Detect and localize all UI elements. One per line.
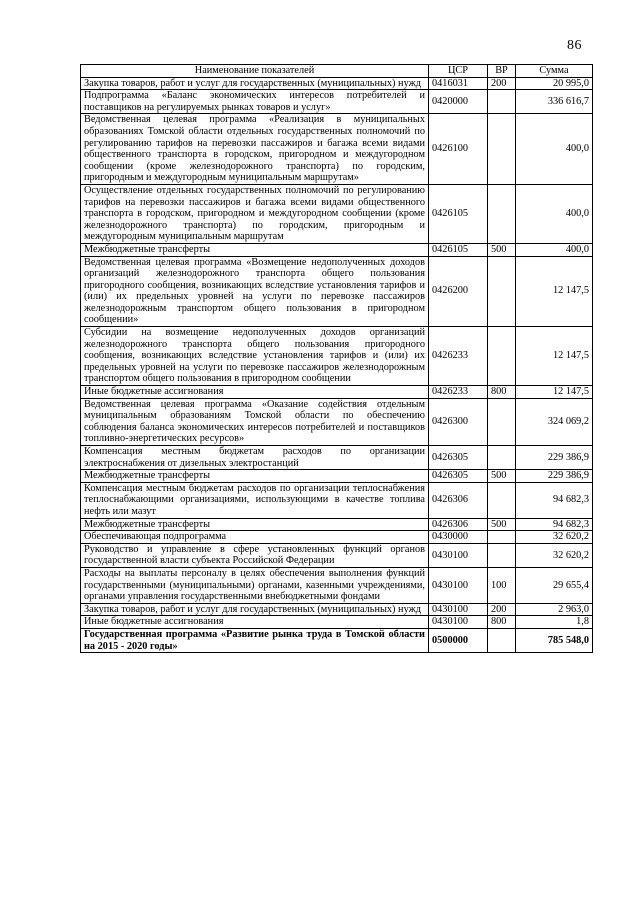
row-name-cell: Закупка товаров, работ и услуг для государственных (муниципальных) нужд (81, 603, 429, 616)
row-csr-cell: 0430100 (429, 616, 488, 629)
row-csr-cell: 0426233 (429, 386, 488, 399)
page-number: 86 (567, 38, 582, 53)
row-vr-cell (488, 446, 516, 470)
row-vr-cell (488, 256, 516, 327)
row-sum-cell: 229 386,9 (516, 470, 593, 483)
row-name-cell: Компенсация местным бюджетам расходов по организации теплоснабжения теплоснабжающими организациями, использующими в качестве топлива нефть или мазут (81, 482, 429, 518)
row-name-cell: Ведомственная целевая программа «Реализация в муниципальных образованиях Томской области отдельных государственных полномочий по регулированию тарифов на перевозки пассажиров и багажа всеми видами общественного транспорта в городском, пригородном и междугородном сообщении (кроме железнодорожного транспорта) по городским, пригородным и междугородным муниципальным маршрутам» (81, 114, 429, 185)
row-name-cell: Закупка товаров, работ и услуг для государственных (муниципальных) нужд (81, 77, 429, 90)
row-csr-cell: 0416031 (429, 77, 488, 90)
row-sum-cell: 229 386,9 (516, 446, 593, 470)
row-csr-cell: 0430100 (429, 567, 488, 603)
row-sum-cell: 94 682,3 (516, 482, 593, 518)
row-csr-cell: 0426306 (429, 518, 488, 531)
row-sum-cell: 32 620,2 (516, 543, 593, 567)
row-sum-cell: 20 995,0 (516, 77, 593, 90)
row-csr-cell: 0426233 (429, 327, 488, 386)
row-name-cell: Обеспечивающая подпрограмма (81, 531, 429, 544)
row-csr-cell: 0426105 (429, 184, 488, 243)
row-sum-cell: 12 147,5 (516, 386, 593, 399)
table-row (81, 628, 593, 652)
row-sum-cell: 400,0 (516, 184, 593, 243)
row-name-cell: Государственная программа «Развитие рынка труда в Томской области на 2015 - 2020 годы» (81, 628, 429, 652)
row-sum-cell: 400,0 (516, 114, 593, 185)
row-csr-cell: 0426306 (429, 482, 488, 518)
row-sum-cell: 785 548,0 (516, 628, 593, 652)
row-vr-cell (488, 398, 516, 445)
row-name-cell: Руководство и управление в сфере установленных функций органов государственной власти субъекта Российской Федерации (81, 543, 429, 567)
row-name-cell: Подпрограмма «Баланс экономических интересов потребителей и поставщиков на регулируемых рынках товаров и услуг» (81, 90, 429, 114)
row-name-cell: Компенсация местным бюджетам расходов по организации электроснабжения от дизельных электростанций (81, 446, 429, 470)
row-csr-cell: 0426100 (429, 114, 488, 185)
row-sum-cell: 400,0 (516, 243, 593, 256)
table-row (81, 398, 593, 445)
row-csr-cell: 0500000 (429, 628, 488, 652)
row-vr-cell (488, 184, 516, 243)
table-row (81, 446, 593, 470)
row-sum-cell: 336 616,7 (516, 90, 593, 114)
row-vr-cell (488, 482, 516, 518)
row-sum-cell: 12 147,5 (516, 256, 593, 327)
row-vr-cell: 500 (488, 243, 516, 256)
row-csr-cell: 0426105 (429, 243, 488, 256)
row-name-cell: Субсидии на возмещение недополученных доходов организаций железнодорожного транспорта общего пользования пригородного сообщения, возникающих вследствие установления тарифов и (или) их предельных уровней на услуги по перевозке пассажиров железнодорожным транспортом общего пользования в пригородном сообщении (81, 327, 429, 386)
table-row (81, 518, 593, 531)
table-row (81, 77, 593, 90)
row-csr-cell: 0426305 (429, 446, 488, 470)
row-name-cell: Межбюджетные трансферты (81, 243, 429, 256)
row-csr-cell: 0430000 (429, 531, 488, 544)
table-row (81, 567, 593, 603)
row-sum-cell: 32 620,2 (516, 531, 593, 544)
row-name-cell: Межбюджетные трансферты (81, 470, 429, 483)
row-sum-cell: 12 147,5 (516, 327, 593, 386)
row-vr-cell (488, 543, 516, 567)
row-vr-cell: 800 (488, 616, 516, 629)
table-header-row (81, 65, 593, 78)
row-vr-cell: 500 (488, 518, 516, 531)
header-name: Наименование показателей (81, 65, 429, 78)
row-name-cell: Ведомственная целевая программа «Возмещение недополученных доходов организаций железнодорожного транспорта общего пользования пригородного сообщения, возникающих вследствие установления тарифов и (или) их предельных уровней на услуги по перевозке пассажиров железнодорожным транспортом общего пользования в пригородном сообщении» (81, 256, 429, 327)
table-row (81, 531, 593, 544)
budget-table (80, 64, 593, 653)
row-csr-cell: 0426305 (429, 470, 488, 483)
row-csr-cell: 0426300 (429, 398, 488, 445)
row-name-cell: Расходы на выплаты персоналу в целях обеспечения выполнения функций государственными (муниципальными) органами, казенными учреждениями, органами управления государственными внебюджетными фондами (81, 567, 429, 603)
table-row (81, 616, 593, 629)
table-row (81, 243, 593, 256)
row-csr-cell: 0426200 (429, 256, 488, 327)
row-name-cell: Осуществление отдельных государственных полномочий по регулированию тарифов на перевозки пассажиров и багажа всеми видами общественного транспорта в городском, пригородном и междугородном сообщении (кроме железнодорожного транспорта) по городским, пригородным и междугородным муниципальным маршрутам (81, 184, 429, 243)
row-sum-cell: 2 963,0 (516, 603, 593, 616)
header-vr: ВР (488, 65, 516, 78)
row-vr-cell (488, 628, 516, 652)
row-sum-cell: 29 655,4 (516, 567, 593, 603)
row-vr-cell: 100 (488, 567, 516, 603)
table-body (81, 77, 593, 653)
table-row (81, 386, 593, 399)
row-csr-cell: 0430100 (429, 543, 488, 567)
row-name-cell: Иные бюджетные ассигнования (81, 616, 429, 629)
table-row (81, 114, 593, 185)
row-vr-cell: 200 (488, 603, 516, 616)
header-sum: Сумма (516, 65, 593, 78)
table-row (81, 256, 593, 327)
table-row (81, 543, 593, 567)
table-row (81, 327, 593, 386)
row-name-cell: Иные бюджетные ассигнования (81, 386, 429, 399)
row-sum-cell: 324 069,2 (516, 398, 593, 445)
header-csr: ЦСР (429, 65, 488, 78)
row-vr-cell (488, 90, 516, 114)
row-vr-cell: 200 (488, 77, 516, 90)
table-row (81, 470, 593, 483)
table-row (81, 90, 593, 114)
row-vr-cell (488, 327, 516, 386)
row-vr-cell: 500 (488, 470, 516, 483)
table-row (81, 184, 593, 243)
row-name-cell: Ведомственная целевая программа «Оказание содействия отдельным муниципальным образованиям Томской области по обеспечению соблюдения баланса экономических интересов потребителей и поставщиков топливно-энергетических ресурсов» (81, 398, 429, 445)
table-row (81, 603, 593, 616)
row-csr-cell: 0430100 (429, 603, 488, 616)
row-sum-cell: 94 682,3 (516, 518, 593, 531)
row-vr-cell: 800 (488, 386, 516, 399)
table-row (81, 482, 593, 518)
row-vr-cell (488, 531, 516, 544)
row-vr-cell (488, 114, 516, 185)
row-name-cell: Межбюджетные трансферты (81, 518, 429, 531)
row-csr-cell: 0420000 (429, 90, 488, 114)
row-sum-cell: 1,8 (516, 616, 593, 629)
